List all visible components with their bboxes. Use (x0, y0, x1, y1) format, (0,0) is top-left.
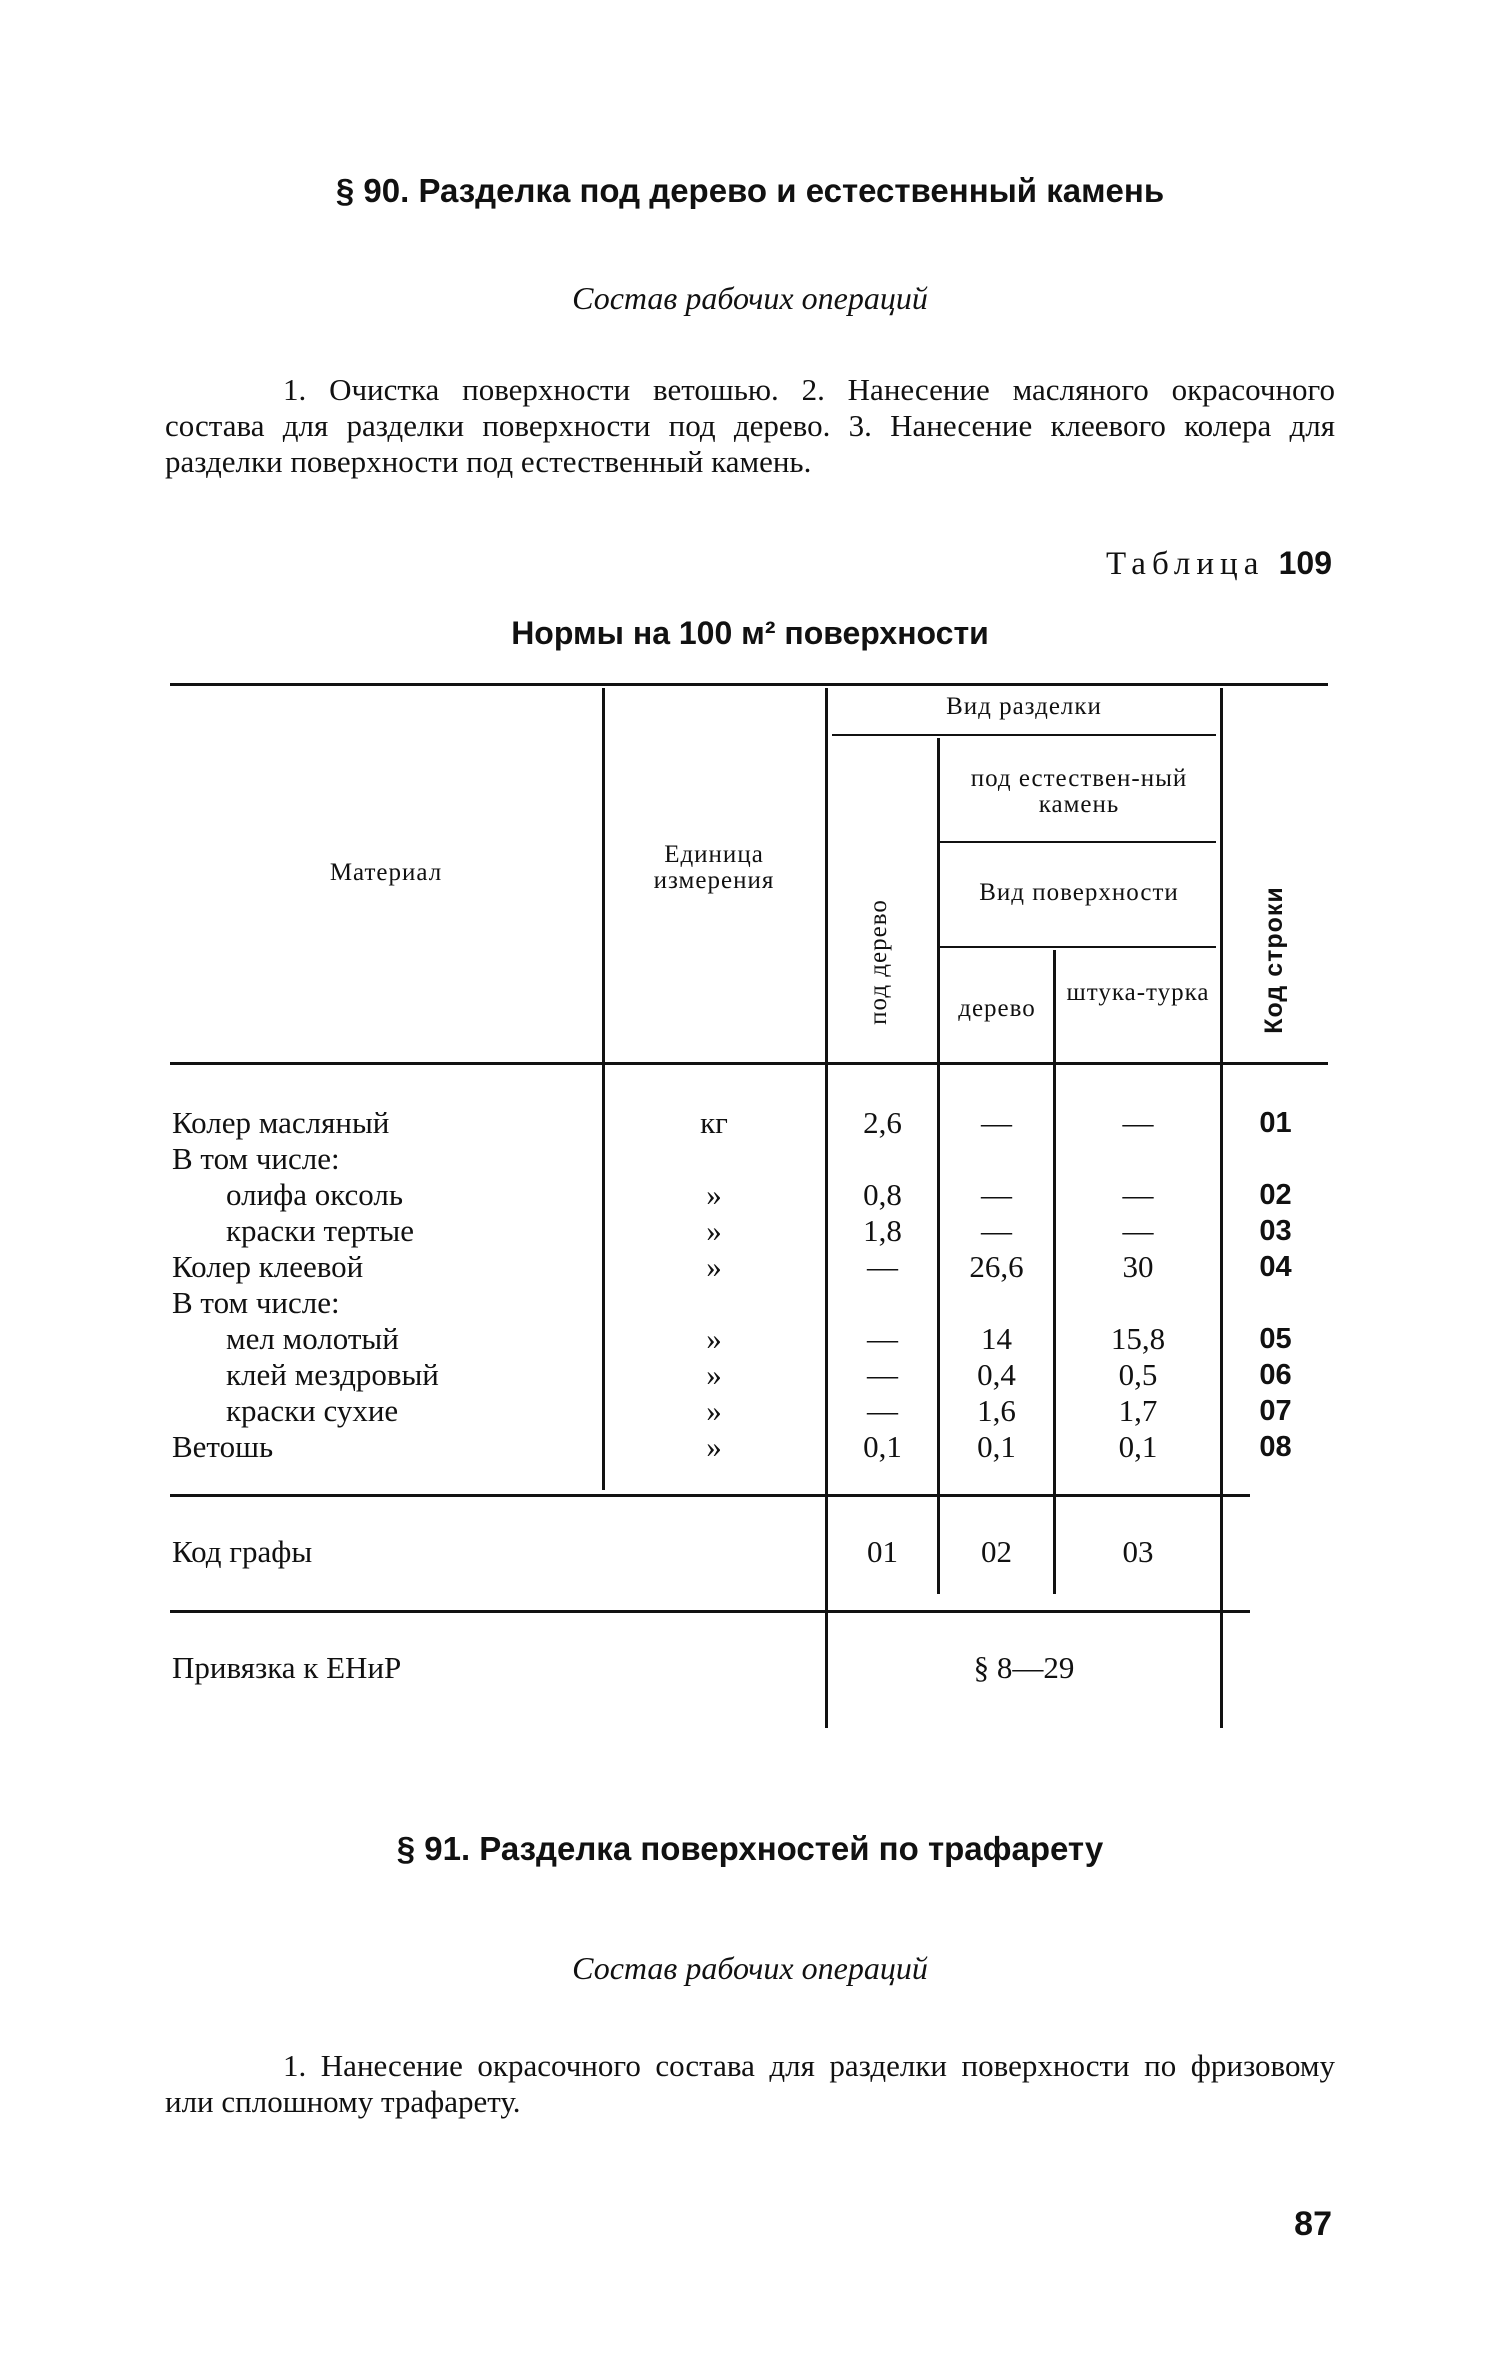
row-wood (828, 1285, 937, 1321)
reference-label: Привязка к ЕНиР (172, 1650, 402, 1685)
section-91-paragraph: 1. Нанесение окрасочного состава для разделки поверхности по фризовому или сплошному трафарету. (165, 2048, 1335, 2119)
row-material: олифа оксоль (226, 1177, 403, 1212)
row-wood: — (867, 1393, 898, 1428)
row-unit: » (706, 1321, 722, 1356)
header-material: Материал (329, 859, 443, 886)
row-code: 05 (1259, 1323, 1292, 1355)
row-stone-plaster: — (1122, 1213, 1154, 1248)
row-material: В том числе: (172, 1285, 340, 1320)
row-code: 07 (1259, 1395, 1292, 1427)
header-bottom-rule (170, 1062, 1328, 1065)
row-unit: » (706, 1249, 722, 1284)
column-code-02: 02 (981, 1534, 1012, 1569)
row-stone-plaster: 1,7 (1118, 1393, 1158, 1428)
row-wood: — (867, 1321, 898, 1356)
header-surface-type: Вид поверхности (979, 879, 1179, 906)
section-90-paragraph: 1. Очистка поверхности ветошью. 2. Нанесение масляного окрасочного состава для разделки поверхности под дерево. 3. Нанесение клеевого колера для разделки поверхности под естественный камень. (165, 372, 1335, 479)
rule-under-finish-type (832, 734, 1216, 736)
table-label: Таблица (1105, 546, 1265, 582)
row-stone-wood: 26,6 (969, 1249, 1024, 1284)
row-stone-wood: — (981, 1213, 1012, 1248)
row-stone-plaster (1056, 1285, 1220, 1321)
body-bottom-rule (170, 1494, 1250, 1497)
section-90-subheading: Состав рабочих операций (572, 280, 928, 316)
row-stone-plaster (1056, 1141, 1220, 1177)
row-unit: » (706, 1177, 722, 1212)
column-codes-label: Код графы (172, 1534, 313, 1569)
row-stone-wood: — (981, 1177, 1012, 1212)
row-stone-wood: 0,4 (977, 1357, 1016, 1392)
row-unit: кг (700, 1105, 728, 1140)
row-wood: 0,1 (863, 1429, 902, 1464)
row-unit: » (706, 1357, 722, 1392)
codes-bottom-rule (170, 1610, 1250, 1613)
header-wood: под дерево (865, 899, 892, 1025)
row-material: краски тертые (226, 1213, 415, 1248)
row-stone-wood: — (981, 1105, 1012, 1140)
row-stone-plaster: — (1122, 1105, 1154, 1140)
row-material: Колер клеевой (172, 1249, 364, 1284)
section-91-subheading: Состав рабочих операций (572, 1950, 928, 1986)
row-code: 04 (1259, 1251, 1292, 1283)
row-material: мел молотый (226, 1321, 399, 1356)
row-code: 03 (1259, 1215, 1292, 1247)
table-number (1106, 545, 1332, 583)
reference-value: § 8—29 (973, 1650, 1075, 1685)
row-stone-wood: 1,6 (977, 1393, 1016, 1428)
row-unit (605, 1285, 823, 1321)
section-90-heading: § 90. Разделка под дерево и естественный камень (335, 172, 1165, 209)
row-wood (828, 1141, 937, 1177)
row-stone-plaster: 0,1 (1118, 1429, 1158, 1464)
row-material: краски сухие (226, 1393, 399, 1428)
section-91-heading: § 91. Разделка поверхностей по трафарету (396, 1830, 1104, 1867)
column-code-01: 01 (867, 1534, 898, 1569)
rule-under-surface-type (940, 946, 1216, 948)
row-wood: 0,8 (863, 1177, 902, 1212)
table-title: Нормы на 100 м² поверхности (511, 615, 989, 651)
row-material: Ветошь (172, 1429, 274, 1464)
header-stone: под естествен-ный камень (970, 765, 1188, 818)
header-surface-wood: дерево (958, 995, 1036, 1022)
row-unit: » (706, 1429, 722, 1464)
row-unit (605, 1141, 823, 1177)
column-code-03: 03 (1122, 1534, 1154, 1569)
row-wood: 1,8 (863, 1213, 902, 1248)
row-stone-wood: 0,1 (977, 1429, 1016, 1464)
row-wood: 2,6 (863, 1105, 902, 1140)
row-stone-plaster: — (1122, 1177, 1154, 1212)
row-stone-plaster: 30 (1122, 1249, 1154, 1284)
row-code (1223, 1285, 1328, 1321)
row-code: 02 (1259, 1179, 1292, 1211)
header-finish-type: Вид разделки (946, 693, 1102, 720)
row-code (1223, 1141, 1328, 1177)
row-stone-wood: 14 (981, 1321, 1012, 1356)
row-stone-plaster: 0,5 (1118, 1357, 1158, 1392)
row-material: клей мездровый (226, 1357, 439, 1392)
row-unit: » (706, 1213, 722, 1248)
row-stone-wood (940, 1141, 1053, 1177)
row-wood: — (867, 1249, 898, 1284)
row-wood: — (867, 1357, 898, 1392)
table-number-value: 109 (1278, 545, 1332, 581)
row-code: 01 (1259, 1107, 1292, 1139)
row-material: Колер масляный (172, 1105, 390, 1140)
row-stone-wood (940, 1285, 1053, 1321)
page-number: 87 (1294, 2205, 1332, 2243)
row-code: 08 (1259, 1431, 1292, 1463)
row-stone-plaster: 15,8 (1110, 1321, 1166, 1356)
header-row-code: Код строки (1260, 886, 1288, 1034)
row-code: 06 (1259, 1359, 1292, 1391)
row-material: В том числе: (172, 1141, 340, 1176)
table-top-rule (170, 683, 1328, 686)
header-unit: Единица измерения (653, 841, 775, 894)
row-unit: » (706, 1393, 722, 1428)
header-surface-plaster: штука-турка (1066, 979, 1210, 1006)
rule-under-stone (940, 841, 1216, 843)
